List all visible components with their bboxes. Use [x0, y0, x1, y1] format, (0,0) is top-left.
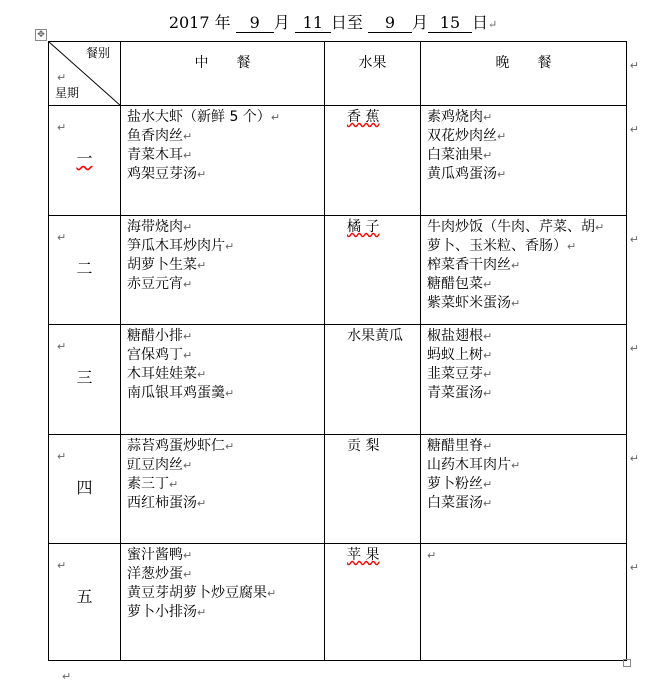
dish-item: 蚂蚁上树↵ [427, 347, 493, 363]
return-mark: ↵ [511, 459, 521, 472]
dish-item: 椒盐翅根↵ [427, 328, 493, 344]
header-fruit: 水果 [358, 55, 387, 71]
header-row [49, 42, 627, 106]
return-mark: ↵ [197, 259, 207, 272]
dish-item: 蒜苔鸡蛋炒虾仁↵ [127, 438, 235, 454]
return-mark: ↵ [57, 340, 67, 353]
return-mark: ↵ [197, 368, 207, 381]
dish-item: 宫保鸡丁↵ [127, 347, 193, 363]
dish-item: 鱼香肉丝↵ [127, 128, 193, 144]
return-mark: ↵ [511, 259, 521, 272]
dish-item: 胡萝卜生菜↵ [127, 257, 207, 273]
title-start-month: 9 [236, 13, 274, 33]
table-resize-handle[interactable] [623, 659, 631, 667]
header-weekday: 星期 [55, 86, 80, 100]
return-mark: ↵ [567, 240, 577, 253]
title-month-label-2: 月 [411, 13, 428, 32]
dish-item: 双花炒肉丝↵ [427, 128, 507, 144]
return-mark: ↵ [270, 111, 281, 124]
dinner-cell [421, 325, 639, 435]
table-row [49, 544, 627, 661]
dish-item: 鸡架豆芽汤↵ [127, 166, 207, 182]
fruit-item: 水果黄瓜 [347, 328, 403, 344]
row-end-mark: ↵ [629, 342, 639, 355]
dish-item: 海带烧肉↵ [127, 219, 193, 235]
title-year: 2017 年 [168, 13, 231, 32]
dinner-cell [421, 544, 639, 661]
table-move-handle-icon[interactable]: ✥ [35, 29, 47, 41]
header-lunch: 中 餐 [194, 55, 251, 71]
fruit-cell [325, 106, 421, 216]
fruit-item: 香 蕉 [347, 109, 380, 125]
title-end-month: 9 [368, 13, 412, 33]
return-mark: ↵ [483, 387, 493, 400]
return-mark: ↵ [483, 368, 493, 381]
dish-item: 素三丁↵ [127, 476, 179, 492]
return-mark: ↵ [483, 278, 493, 291]
return-mark: ↵ [57, 231, 67, 244]
header-meal-type: 餐别 [85, 46, 110, 60]
return-mark: ↵ [497, 130, 507, 143]
dish-item: 赤豆元宵↵ [127, 276, 193, 292]
return-mark: ↵ [483, 349, 493, 362]
dish-item: 萝卜小排汤↵ [127, 604, 207, 620]
day-label: 四 [76, 478, 93, 497]
return-mark: ↵ [225, 240, 235, 253]
dish-item: 南瓜银耳鸡蛋羹↵ [127, 385, 235, 401]
return-mark: ↵ [183, 221, 193, 234]
row-end-mark: ↵ [629, 233, 639, 246]
dish-item: 韭菜豆芽↵ [427, 366, 493, 382]
dish-item: 黄豆芽胡萝卜炒豆腐果↵ [127, 585, 277, 601]
menu-title [0, 10, 666, 33]
day-cell [49, 325, 121, 435]
day-cell [49, 435, 121, 544]
return-mark: ↵ [427, 549, 437, 562]
return-mark: ↵ [511, 297, 521, 310]
title-start-day: 11 [295, 13, 331, 33]
fruit-cell [325, 325, 421, 435]
dish-item: 山药木耳肉片↵ [427, 457, 521, 473]
return-mark: ↵ [487, 18, 498, 31]
return-mark: ↵ [483, 330, 493, 343]
menu-table [48, 41, 639, 661]
dish-item: 青菜蛋汤↵ [427, 385, 493, 401]
row-end-mark: ↵ [629, 561, 639, 574]
dish-item: 素鸡烧肉↵ [427, 109, 493, 125]
return-mark: ↵ [483, 149, 493, 162]
return-mark: ↵ [197, 168, 207, 181]
table-row [49, 106, 627, 216]
dish-item: 萝卜粉丝↵ [427, 476, 493, 492]
lunch-cell [121, 325, 325, 435]
return-mark: ↵ [57, 450, 67, 463]
dish-item: 西红柿蛋汤↵ [127, 495, 207, 511]
dish-item: 黄瓜鸡蛋汤↵ [427, 166, 507, 182]
lunch-cell [121, 435, 325, 544]
dish-item: 白菜油果↵ [427, 147, 493, 163]
dish-item: 青菜木耳↵ [127, 147, 193, 163]
document-end-mark: ↵ [62, 670, 72, 683]
fruit-cell [325, 544, 421, 661]
return-mark: ↵ [183, 130, 193, 143]
day-label: 三 [76, 368, 93, 387]
title-end-day: 15 [428, 13, 472, 33]
dish-item: 豇豆肉丝↵ [127, 457, 193, 473]
title-to-label: 日至 [330, 13, 363, 32]
title-month-label-1: 月 [273, 13, 290, 32]
return-mark: ↵ [197, 606, 207, 619]
fruit-item: 苹 果 [347, 547, 380, 563]
day-cell [49, 544, 121, 661]
fruit-cell [325, 435, 421, 544]
header-corner-cell [49, 42, 121, 106]
return-mark: ↵ [197, 497, 207, 510]
dish-item: 榨菜香干肉丝↵ [427, 257, 521, 273]
lunch-cell [121, 216, 325, 325]
return-mark: ↵ [183, 278, 193, 291]
return-mark: ↵ [483, 478, 493, 491]
table-row [49, 325, 627, 435]
table-row [49, 435, 627, 544]
header-dinner-cell [421, 42, 639, 106]
dinner-cell [421, 106, 639, 216]
row-end-mark: ↵ [629, 452, 639, 465]
return-mark: ↵ [57, 71, 67, 84]
table-row [49, 216, 627, 325]
header-fruit-cell [325, 42, 421, 106]
dish-item: 蜜汁酱鸭↵ [127, 547, 193, 563]
return-mark: ↵ [57, 559, 67, 572]
return-mark: ↵ [183, 568, 193, 581]
day-label: 五 [76, 587, 93, 606]
dish-item: 紫菜虾米蛋汤↵ [427, 295, 521, 311]
return-mark: ↵ [225, 440, 235, 453]
dinner-cell [421, 435, 639, 544]
fruit-item: 橘 子 [347, 219, 380, 235]
return-mark: ↵ [483, 111, 493, 124]
dish-item: 盐水大虾（新鲜 5 个）↵ [127, 109, 281, 125]
dish-item: 牛肉炒饭（牛肉、芹菜、胡↵ [427, 219, 605, 235]
dish-item: 木耳娃娃菜↵ [127, 366, 207, 382]
dish-item: 白菜蛋汤↵ [427, 495, 493, 511]
dish-item: 糖醋包菜↵ [427, 276, 493, 292]
return-mark: ↵ [267, 587, 277, 600]
dish-item: 笋瓜木耳炒肉片↵ [127, 238, 235, 254]
dish-item: 萝卜、玉米粒、香肠）↵ [427, 238, 577, 254]
return-mark: ↵ [183, 459, 193, 472]
dish-item: 糖醋小排↵ [127, 328, 193, 344]
dinner-cell [421, 216, 639, 325]
lunch-cell [121, 106, 325, 216]
dish-item: 洋葱炒蛋↵ [127, 566, 193, 582]
return-mark: ↵ [595, 221, 605, 234]
return-mark: ↵ [183, 149, 193, 162]
return-mark: ↵ [483, 440, 493, 453]
return-mark: ↵ [57, 121, 67, 134]
header-lunch-cell [121, 42, 325, 106]
lunch-cell [121, 544, 325, 661]
return-mark: ↵ [183, 330, 193, 343]
return-mark: ↵ [169, 478, 179, 491]
fruit-item: 贡 梨 [347, 438, 380, 454]
row-end-mark: ↵ [629, 123, 639, 136]
dish-item: 糖醋里脊↵ [427, 438, 493, 454]
header-dinner: 晚 餐 [495, 55, 552, 71]
title-day-label: 日 [471, 13, 488, 32]
fruit-cell [325, 216, 421, 325]
day-label: 二 [76, 259, 93, 278]
return-mark: ↵ [183, 549, 193, 562]
return-mark: ↵ [183, 349, 193, 362]
day-cell [49, 106, 121, 216]
day-cell [49, 216, 121, 325]
return-mark: ↵ [497, 168, 507, 181]
return-mark: ↵ [225, 387, 235, 400]
day-label: 一 [76, 149, 93, 168]
return-mark: ↵ [483, 497, 493, 510]
row-end-mark: ↵ [629, 59, 639, 72]
